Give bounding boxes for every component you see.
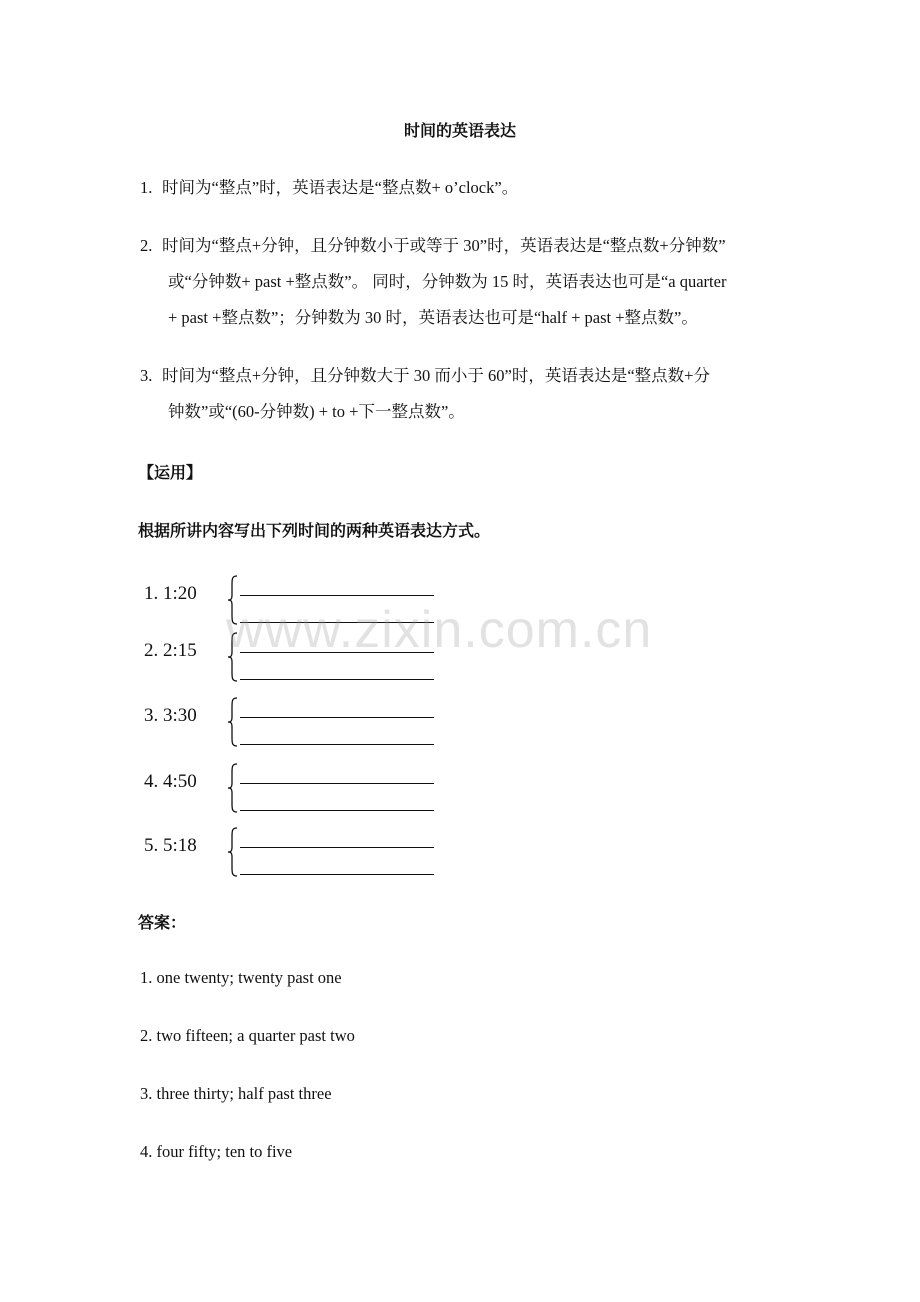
answer-item-4: 4. four fifty; ten to five [140,1142,293,1161]
answer-blank-1[interactable] [240,783,434,784]
answer-blank-2[interactable] [240,744,434,745]
rule-item-2 [140,228,790,336]
exercise-item-5 [140,827,440,887]
exercise-item-3 [140,697,440,757]
exercise-label: 1. 1:20 [144,583,197,604]
rule-item-1 [140,170,790,206]
answer-blank-1[interactable] [240,717,434,718]
exercise-label: 2. 2:15 [144,640,197,661]
answer-blank-1[interactable] [240,595,434,596]
answer-blank-2[interactable] [240,874,434,875]
answer-item-3: 3. three thirty; half past three [140,1084,332,1103]
answer-blank-2[interactable] [240,622,434,623]
brace-icon [226,763,240,813]
rule-text-line-2: 或“分钟数+ past +整点数”。 同时，分钟数为 15 时，英语表达也可是“a quarter [168,272,727,291]
answer-heading: 答案： [138,913,187,932]
watermark: www.zixin.com.cn [226,601,653,659]
rule-number: 2. [140,236,153,255]
rule-text-line-1: 时间为“整点+分钟，且分钟数小于或等于 30”时，英语表达是“整点数+分钟数” [162,236,726,255]
answer-blank-2[interactable] [240,679,434,680]
rule-number: 1. [140,178,153,197]
exercise-item-1 [140,575,440,635]
brace-icon [226,827,240,877]
exercise-item-2 [140,632,440,692]
rule-number: 3. [140,366,153,385]
exercise-label: 3. 3:30 [144,705,197,726]
brace-icon [226,632,240,682]
exercise-label: 5. 5:18 [144,835,197,856]
exercise-item-4 [140,763,440,823]
exercise-label: 4. 4:50 [144,771,197,792]
usage-heading: 【运用】 [138,463,203,482]
answer-item-2: 2. two fifteen; a quarter past two [140,1026,355,1045]
rule-text-line-3: + past +整点数”；分钟数为 30 时，英语表达也可是“half + past +整点数”。 [168,308,698,327]
rule-text-line-2: 钟数”或“(60-分钟数) + to +下一整点数”。 [168,402,465,421]
answer-blank-1[interactable] [240,652,434,653]
rule-text: 时间为“整点”时，英语表达是“整点数+ o’clock”。 [162,178,519,197]
brace-icon [226,697,240,747]
instruction-text: 根据所讲内容写出下列时间的两种英语表达方式。 [138,521,491,540]
rule-item-3 [140,358,790,430]
answer-item-1: 1. one twenty; twenty past one [140,968,342,987]
brace-icon [226,575,240,625]
answer-blank-2[interactable] [240,810,434,811]
rule-text-line-1: 时间为“整点+分钟，且分钟数大于 30 而小于 60”时，英语表达是“整点数+分 [162,366,710,385]
answer-blank-1[interactable] [240,847,434,848]
page-title: 时间的英语表达 [403,121,516,140]
